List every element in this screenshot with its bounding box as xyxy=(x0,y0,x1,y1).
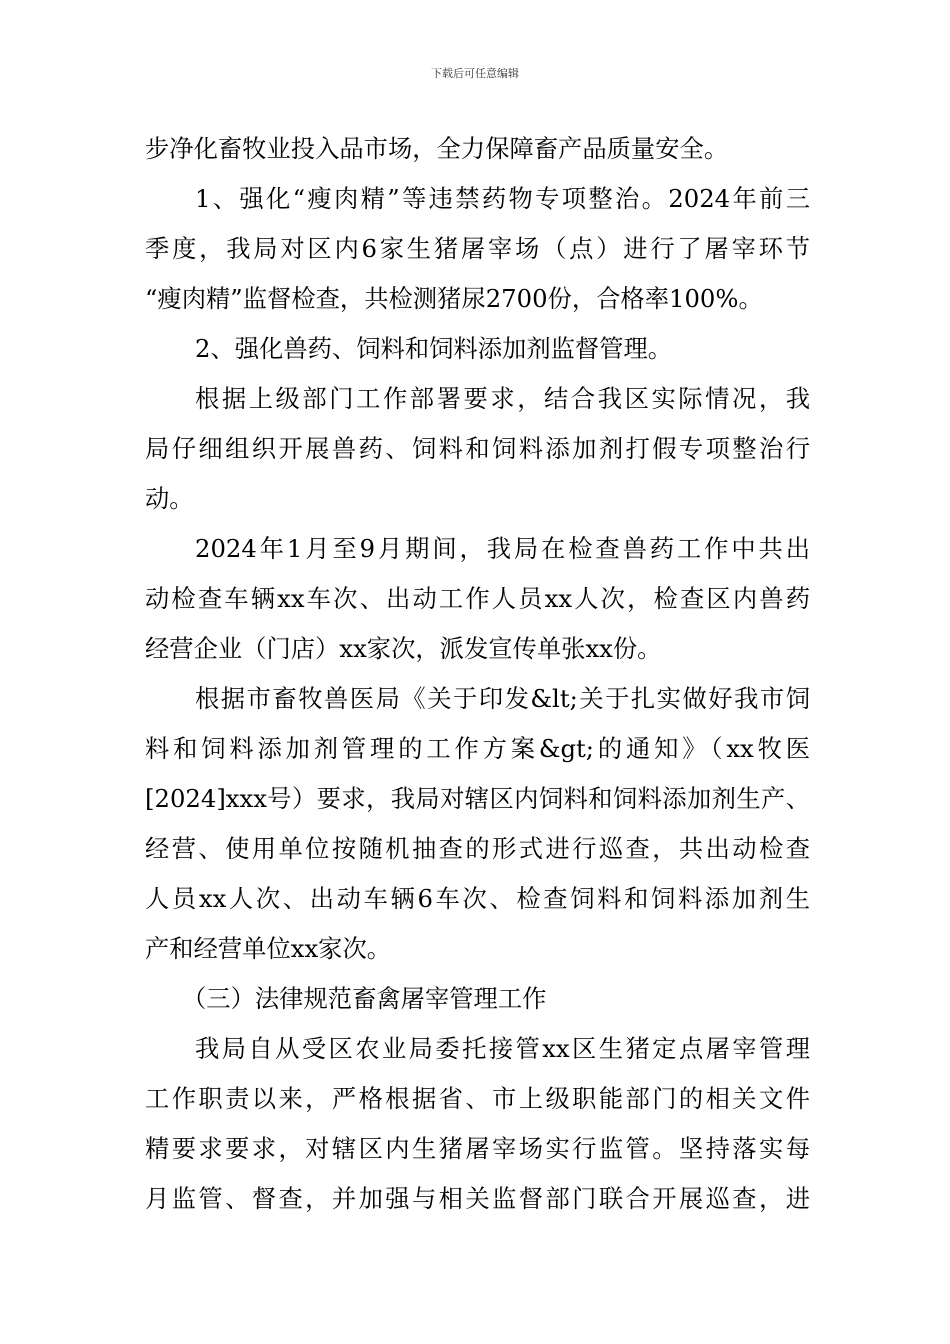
text-line: 工作职责以来，严格根据省、市上级职能部门的相关文件 xyxy=(145,1084,810,1113)
text-line: 根据上级部门工作部署要求，结合我区实际情况，我 xyxy=(195,384,810,413)
text-line: 根据市畜牧兽医局《关于印发&lt;关于扎实做好我市饲 xyxy=(195,684,810,713)
text-line: 我局自从受区农业局委托接管xx区生猪定点屠宰管理 xyxy=(195,1034,810,1063)
text-line: 月监管、督查，并加强与相关监督部门联合开展巡查，进 xyxy=(145,1184,810,1213)
document-body xyxy=(145,124,810,1224)
text-line: 局仔细组织开展兽药、饲料和饲料添加剂打假专项整治行 xyxy=(145,434,810,463)
text-line: 2、强化兽药、饲料和饲料添加剂监督管理。 xyxy=(195,334,673,363)
text-line: “瘦肉精”监督检查，共检测猪尿2700份，合格率100%。 xyxy=(145,284,763,313)
text-line: 步净化畜牧业投入品市场，全力保障畜产品质量安全。 xyxy=(145,134,729,163)
text-line: 1、强化“瘦肉精”等违禁药物专项整治。2024年前三 xyxy=(195,184,810,213)
section-heading: （三）法律规范畜禽屠宰管理工作 xyxy=(182,984,547,1013)
text-line: 人员xx人次、出动车辆6车次、检查饲料和饲料添加剂生 xyxy=(145,884,810,913)
page-header-note: 下载后可任意编辑 xyxy=(431,67,519,80)
text-line: 经营、使用单位按随机抽查的形式进行巡查，共出动检查 xyxy=(145,834,810,863)
text-line: 产和经营单位xx家次。 xyxy=(145,934,392,963)
text-line: 动。 xyxy=(145,484,194,513)
text-line: 季度，我局对区内6家生猪屠宰场（点）进行了屠宰环节 xyxy=(145,234,810,263)
text-line: 2024年1月至9月期间，我局在检查兽药工作中共出 xyxy=(195,534,810,563)
text-line: 精要求要求，对辖区内生猪屠宰场实行监管。坚持落实每 xyxy=(145,1134,810,1163)
text-line: 动检查车辆xx车次、出动工作人员xx人次，检查区内兽药 xyxy=(145,584,810,613)
text-line: 经营企业（门店）xx家次，派发宣传单张xx份。 xyxy=(145,634,662,663)
text-line: 料和饲料添加剂管理的工作方案&gt;的通知》（xx牧医 xyxy=(145,734,810,763)
text-line: [2024]xxx号）要求，我局对辖区内饲料和饲料添加剂生产、 xyxy=(145,784,810,813)
